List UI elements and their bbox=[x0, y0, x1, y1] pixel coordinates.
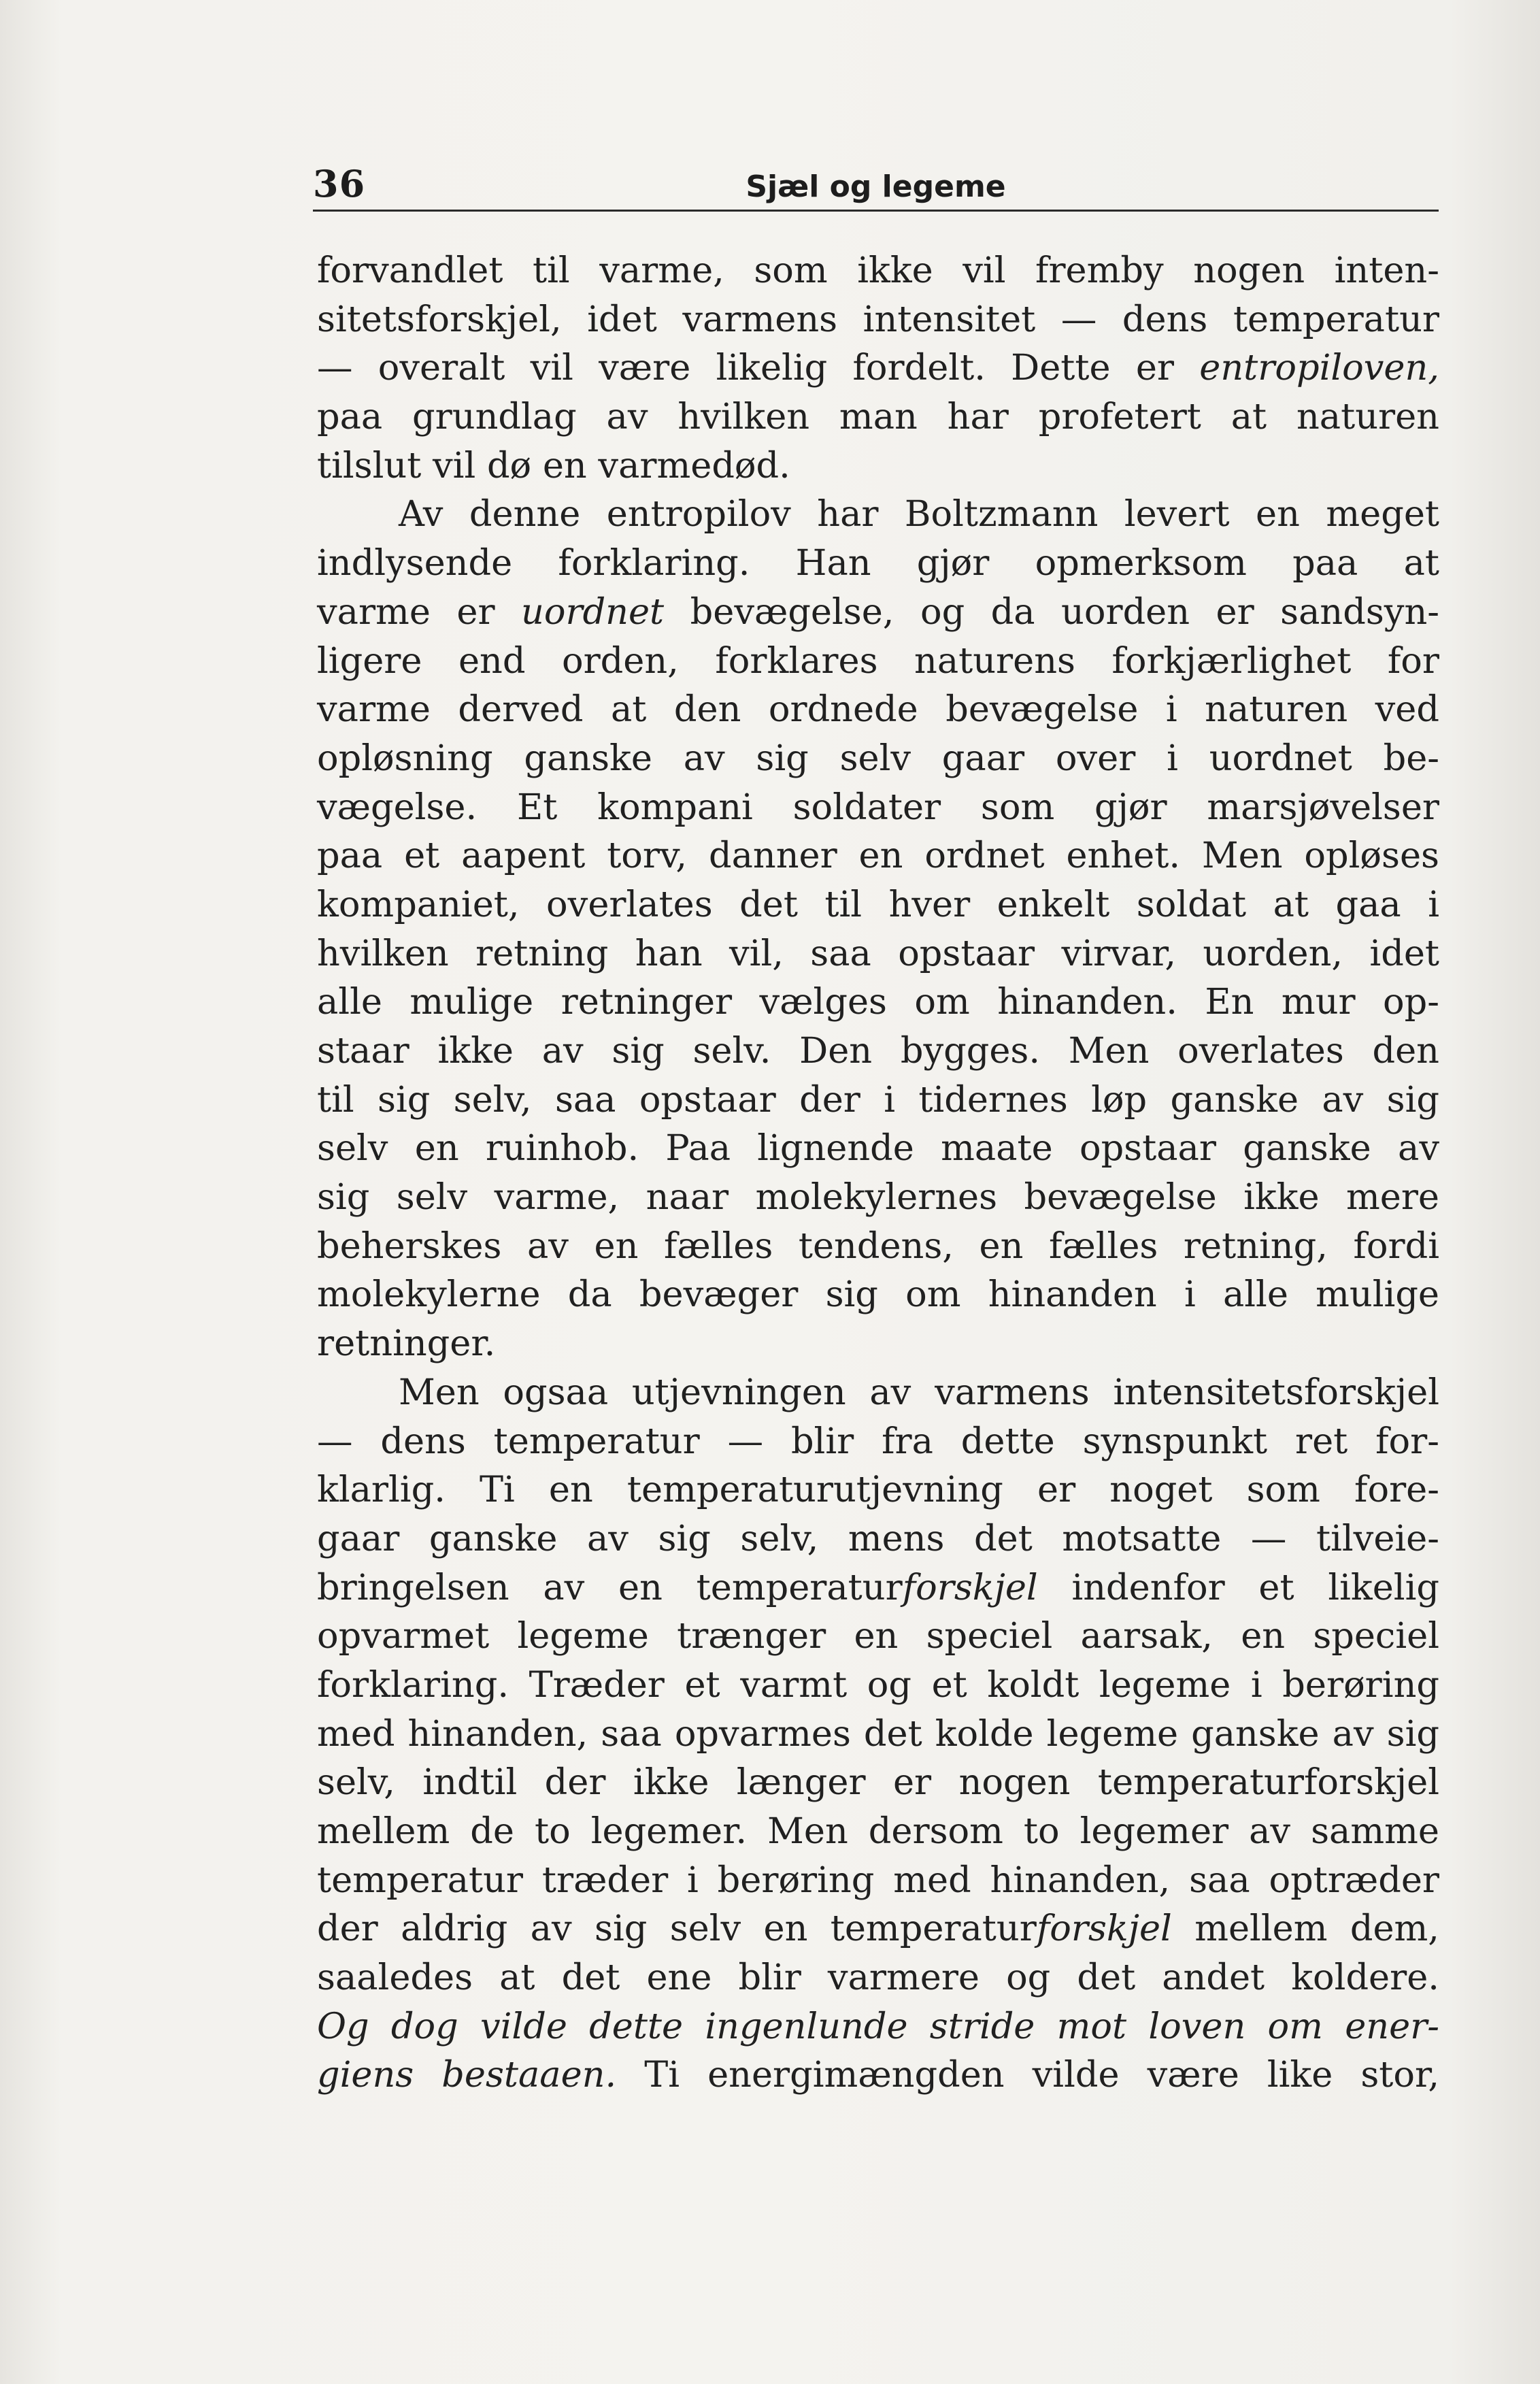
italic-text-segment: giens bestaaen. bbox=[317, 2054, 617, 2096]
text-line bbox=[317, 1417, 1439, 1466]
text-line bbox=[317, 1270, 1439, 1319]
text-segment: selv en ruinhob. Paa lignende maate opstaar ganske av bbox=[317, 1127, 1439, 1170]
running-title: Sjæl og legeme bbox=[746, 169, 1006, 204]
text-line bbox=[317, 978, 1439, 1027]
text-segment: Ti energimængden vilde være like stor, bbox=[616, 2054, 1440, 2096]
text-line bbox=[317, 1710, 1439, 1759]
italic-text-segment: uordnet bbox=[521, 591, 665, 633]
text-line bbox=[317, 1758, 1439, 1807]
text-line bbox=[317, 246, 1439, 295]
text-segment: forklaring. Træder et varmt og et koldt legeme i berøring bbox=[317, 1663, 1439, 1706]
text-line bbox=[317, 685, 1439, 734]
page-number: 36 bbox=[313, 162, 366, 205]
text-line bbox=[317, 344, 1439, 393]
text-segment: mellem de to legemer. Men dersom to legemer av samme bbox=[317, 1810, 1439, 1852]
text-segment: paa et aapent torv, danner en ordnet enhet. Men opløses bbox=[317, 835, 1439, 877]
text-line bbox=[317, 1612, 1439, 1661]
text-segment: mellem dem, bbox=[1171, 1908, 1439, 1950]
text-segment: staar ikke av sig selv. Den bygges. Men overlates den bbox=[317, 1030, 1439, 1072]
text-line bbox=[317, 1124, 1439, 1173]
text-segment: — overalt vil være likelig fordelt. Dette er bbox=[317, 347, 1200, 389]
text-segment: opløsning ganske av sig selv gaar over i uordnet be- bbox=[317, 737, 1439, 779]
italic-text-segment: Og dog vilde dette ingenlunde stride mot loven om ener- bbox=[317, 2005, 1439, 2047]
text-segment: paa grundlag av hvilken man har profetert at naturen bbox=[317, 396, 1439, 438]
text-line bbox=[317, 1173, 1439, 1222]
text-segment: kompaniet, overlates det til hver enkelt soldat at gaa i bbox=[317, 883, 1439, 925]
text-line bbox=[317, 2051, 1439, 2100]
text-line bbox=[317, 637, 1439, 686]
text-line bbox=[317, 1076, 1439, 1125]
text-line bbox=[317, 831, 1439, 880]
text-line bbox=[317, 1953, 1439, 2002]
text-segment: bringelsen av en temperatur bbox=[317, 1566, 903, 1608]
text-line bbox=[317, 783, 1439, 832]
text-line bbox=[317, 2002, 1439, 2051]
text-segment: selv, indtil der ikke længer er nogen temperaturforskjel bbox=[317, 1761, 1439, 1804]
body-text bbox=[317, 246, 1439, 2100]
text-segment: alle mulige retninger vælges om hinanden. En mur op- bbox=[317, 981, 1439, 1023]
text-segment: indenfor et likelig bbox=[1037, 1566, 1439, 1608]
text-line bbox=[317, 1466, 1439, 1514]
page-header bbox=[313, 155, 1439, 212]
text-line bbox=[317, 1368, 1439, 1417]
italic-text-segment: forskjel bbox=[902, 1566, 1038, 1608]
text-line bbox=[317, 1807, 1439, 1856]
text-segment: molekylerne da bevæger sig om hinanden i alle mulige bbox=[317, 1274, 1439, 1316]
text-segment: tilslut vil dø en varmedød. bbox=[317, 444, 790, 486]
text-segment: retninger. bbox=[317, 1323, 496, 1365]
text-line bbox=[317, 1563, 1439, 1612]
text-segment: indlysende forklaring. Han gjør opmerksom paa at bbox=[317, 542, 1439, 584]
text-line bbox=[317, 539, 1439, 588]
text-line bbox=[317, 1661, 1439, 1710]
text-line bbox=[317, 1856, 1439, 1905]
text-segment: beherskes av en fælles tendens, en fælles retning, fordi bbox=[317, 1225, 1439, 1267]
text-segment: varme er bbox=[317, 591, 522, 633]
text-line bbox=[317, 929, 1439, 978]
text-segment: der aldrig av sig selv en temperatur bbox=[317, 1908, 1037, 1950]
text-segment: med hinanden, saa opvarmes det kolde legeme ganske av sig bbox=[317, 1712, 1439, 1755]
text-segment: saaledes at det ene blir varmere og det andet koldere. bbox=[317, 1957, 1439, 1999]
text-segment: sig selv varme, naar molekylernes bevægelse ikke mere bbox=[317, 1176, 1439, 1219]
text-line bbox=[317, 588, 1439, 637]
text-line bbox=[317, 1904, 1439, 1953]
text-segment: opvarmet legeme trænger en speciel aarsak, en speciel bbox=[317, 1615, 1439, 1657]
text-line bbox=[317, 1027, 1439, 1076]
text-line bbox=[317, 490, 1439, 539]
text-segment: klarlig. Ti en temperaturutjevning er noget som fore- bbox=[317, 1469, 1439, 1511]
text-segment: bevægelse, og da uorden er sandsyn- bbox=[664, 591, 1440, 633]
italic-text-segment: entropiloven, bbox=[1199, 347, 1439, 389]
text-line bbox=[317, 1222, 1439, 1271]
text-segment: varme derved at den ordnede bevægelse i naturen ved bbox=[317, 689, 1439, 731]
text-segment: Men ogsaa utjevningen av varmens intensitetsforskjel bbox=[399, 1371, 1439, 1413]
text-segment: ligere end orden, forklares naturens forkjærlighet for bbox=[317, 640, 1439, 682]
text-line bbox=[317, 734, 1439, 783]
text-segment: forvandlet til varme, som ikke vil fremby nogen inten- bbox=[317, 250, 1439, 291]
text-line bbox=[317, 295, 1439, 344]
text-segment: hvilken retning han vil, saa opstaar virvar, uorden, idet bbox=[317, 932, 1439, 974]
text-segment: — dens temperatur — blir fra dette synspunkt ret for- bbox=[317, 1420, 1439, 1462]
text-segment: til sig selv, saa opstaar der i tidernes løp ganske av sig bbox=[317, 1078, 1439, 1121]
text-line bbox=[317, 880, 1439, 929]
text-segment: sitetsforskjel, idet varmens intensitet — dens temperatur bbox=[317, 298, 1439, 340]
text-line bbox=[317, 393, 1439, 442]
text-segment: temperatur træder i berøring med hinanden, saa optræder bbox=[317, 1859, 1439, 1901]
text-segment: Av denne entropilov har Boltzmann levert en meget bbox=[399, 493, 1439, 535]
text-line bbox=[317, 1319, 1439, 1368]
text-segment: vægelse. Et kompani soldater som gjør marsjøvelser bbox=[317, 786, 1439, 828]
text-line bbox=[317, 1514, 1439, 1563]
italic-text-segment: forskjel bbox=[1036, 1908, 1172, 1950]
text-segment: gaar ganske av sig selv, mens det motsatte — tilveie- bbox=[317, 1517, 1439, 1559]
text-line bbox=[317, 442, 1439, 491]
